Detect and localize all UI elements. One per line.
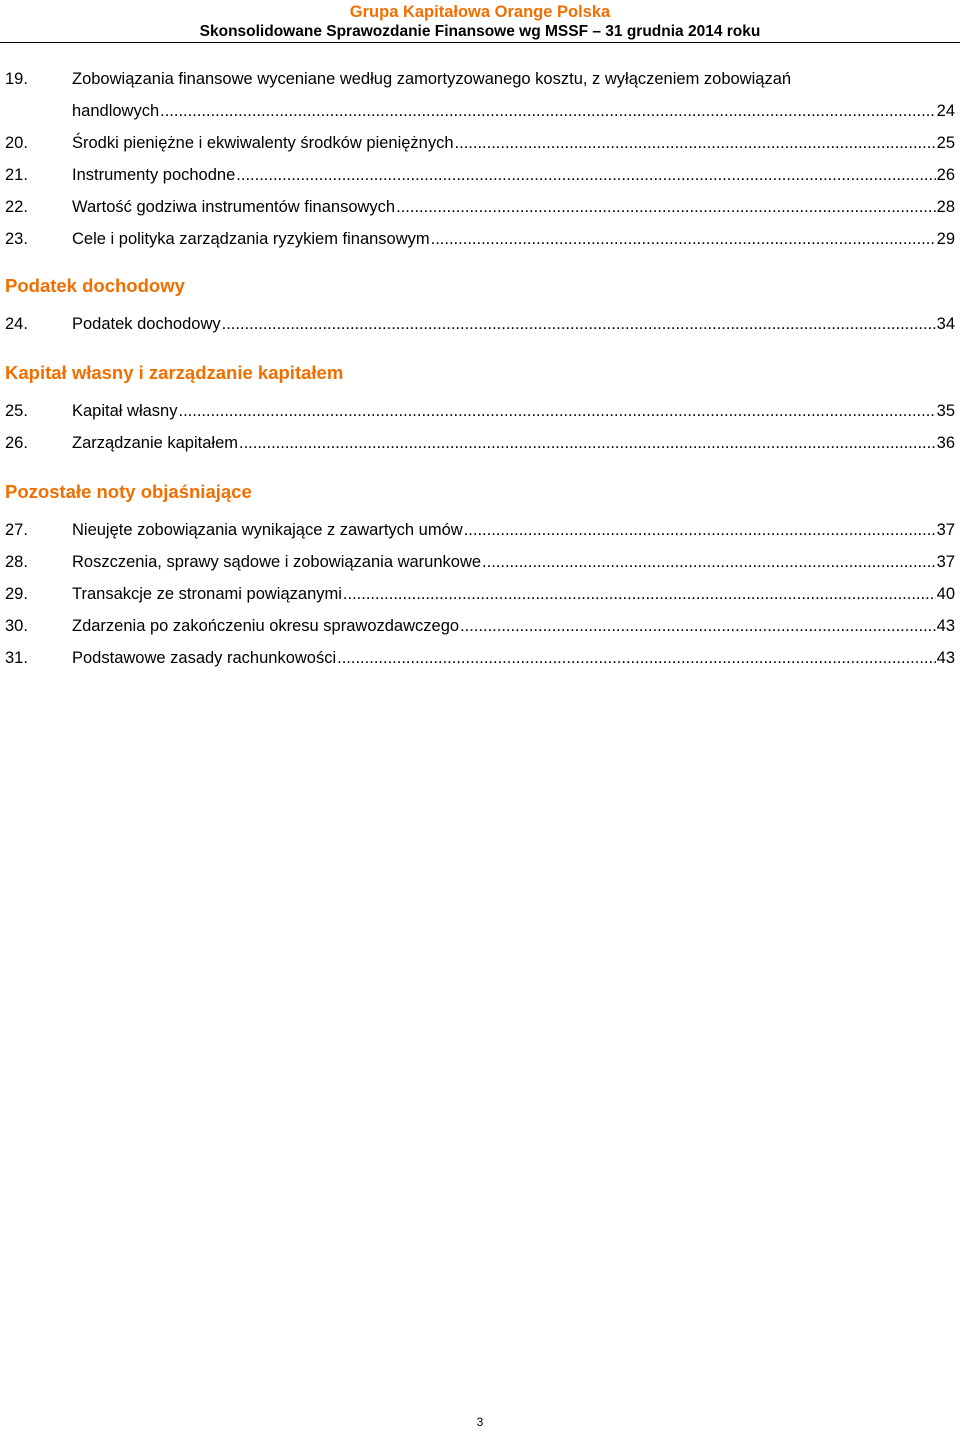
toc-item-title: Transakcje ze stronami powiązanymi xyxy=(72,585,342,603)
header-document-title: Skonsolidowane Sprawozdanie Finansowe wg MSSF – 31 grudnia 2014 roku xyxy=(199,23,761,40)
toc-item-page: 37 xyxy=(936,553,955,571)
toc-item-title: Zdarzenia po zakończeniu okresu sprawozdawczego xyxy=(72,617,460,635)
toc-item-title-line1: Zobowiązania finansowe wyceniane według zamortyzowanego kosztu, z wyłączeniem zobowiązań xyxy=(72,70,792,88)
toc-dot-leader xyxy=(455,133,936,153)
toc-dot-leader xyxy=(239,433,936,453)
toc-item-21[interactable] xyxy=(5,159,955,191)
toc-item-20[interactable] xyxy=(5,127,955,159)
table-of-contents xyxy=(5,63,955,674)
toc-section-heading-equity[interactable]: Kapitał własny i zarządzanie kapitałem xyxy=(5,362,344,383)
toc-item-27[interactable] xyxy=(5,514,955,546)
toc-item-number: 27. xyxy=(5,521,28,539)
toc-item-title: Roszczenia, sprawy sądowe i zobowiązania warunkowe xyxy=(72,553,482,571)
toc-item-number: 31. xyxy=(5,649,28,667)
toc-dot-leader xyxy=(460,616,936,636)
toc-dot-leader xyxy=(160,101,936,121)
toc-item-page: 36 xyxy=(936,434,955,452)
toc-dot-leader xyxy=(178,401,935,421)
toc-dot-leader xyxy=(222,314,936,334)
toc-item-number: 22. xyxy=(5,198,28,216)
page-header xyxy=(0,2,960,41)
toc-item-19[interactable] xyxy=(5,63,955,127)
toc-item-number: 20. xyxy=(5,134,28,152)
toc-item-page: 25 xyxy=(936,134,955,152)
toc-item-31[interactable] xyxy=(5,642,955,674)
toc-item-page: 34 xyxy=(936,315,955,333)
toc-item-25[interactable] xyxy=(5,395,955,427)
toc-item-29[interactable] xyxy=(5,578,955,610)
toc-item-24[interactable] xyxy=(5,308,955,340)
toc-section-heading-other-notes[interactable]: Pozostałe noty objaśniające xyxy=(5,481,252,502)
toc-item-number: 24. xyxy=(5,315,28,333)
header-divider xyxy=(0,42,960,43)
toc-item-page: 43 xyxy=(936,617,955,635)
toc-section-heading-income-tax[interactable]: Podatek dochodowy xyxy=(5,275,185,296)
toc-item-22[interactable] xyxy=(5,191,955,223)
toc-item-title: Środki pieniężne i ekwiwalenty środków pieniężnych xyxy=(72,134,454,152)
toc-item-number: 21. xyxy=(5,166,28,184)
toc-item-number: 25. xyxy=(5,402,28,420)
toc-item-number: 29. xyxy=(5,585,28,603)
toc-item-23[interactable] xyxy=(5,223,955,255)
toc-dot-leader xyxy=(431,229,936,249)
toc-item-page: 24 xyxy=(936,102,955,120)
toc-item-page: 35 xyxy=(936,402,955,420)
toc-dot-leader xyxy=(343,584,936,604)
toc-item-page: 43 xyxy=(936,649,955,667)
toc-dot-leader xyxy=(482,552,936,572)
toc-item-title: Nieujęte zobowiązania wynikające z zawartych umów xyxy=(72,521,463,539)
toc-item-30[interactable] xyxy=(5,610,955,642)
toc-item-page: 40 xyxy=(936,585,955,603)
toc-item-title: Podstawowe zasady rachunkowości xyxy=(72,649,337,667)
toc-item-page: 28 xyxy=(936,198,955,216)
toc-dot-leader xyxy=(337,648,936,668)
toc-item-title: Zarządzanie kapitałem xyxy=(72,434,238,452)
toc-dot-leader xyxy=(396,197,936,217)
toc-item-title: Cele i polityka zarządzania ryzykiem finansowym xyxy=(72,230,430,248)
header-company-name: Grupa Kapitałowa Orange Polska xyxy=(349,3,611,21)
toc-item-page: 29 xyxy=(936,230,955,248)
toc-item-page: 37 xyxy=(936,521,955,539)
toc-item-number: 28. xyxy=(5,553,28,571)
page-number: 3 xyxy=(476,1415,484,1429)
toc-item-title: Wartość godziwa instrumentów finansowych xyxy=(72,198,396,216)
toc-item-28[interactable] xyxy=(5,546,955,578)
toc-dot-leader xyxy=(236,165,935,185)
toc-item-number: 23. xyxy=(5,230,28,248)
toc-item-title: Kapitał własny xyxy=(72,402,178,420)
toc-item-title-line2: handlowych xyxy=(72,102,160,120)
toc-dot-leader xyxy=(464,520,936,540)
toc-item-title: Instrumenty pochodne xyxy=(72,166,236,184)
toc-item-title: Podatek dochodowy xyxy=(72,315,221,333)
toc-item-page: 26 xyxy=(936,166,955,184)
toc-item-number: 26. xyxy=(5,434,28,452)
toc-item-number: 30. xyxy=(5,617,28,635)
toc-item-26[interactable] xyxy=(5,427,955,459)
toc-item-number: 19. xyxy=(5,70,28,88)
